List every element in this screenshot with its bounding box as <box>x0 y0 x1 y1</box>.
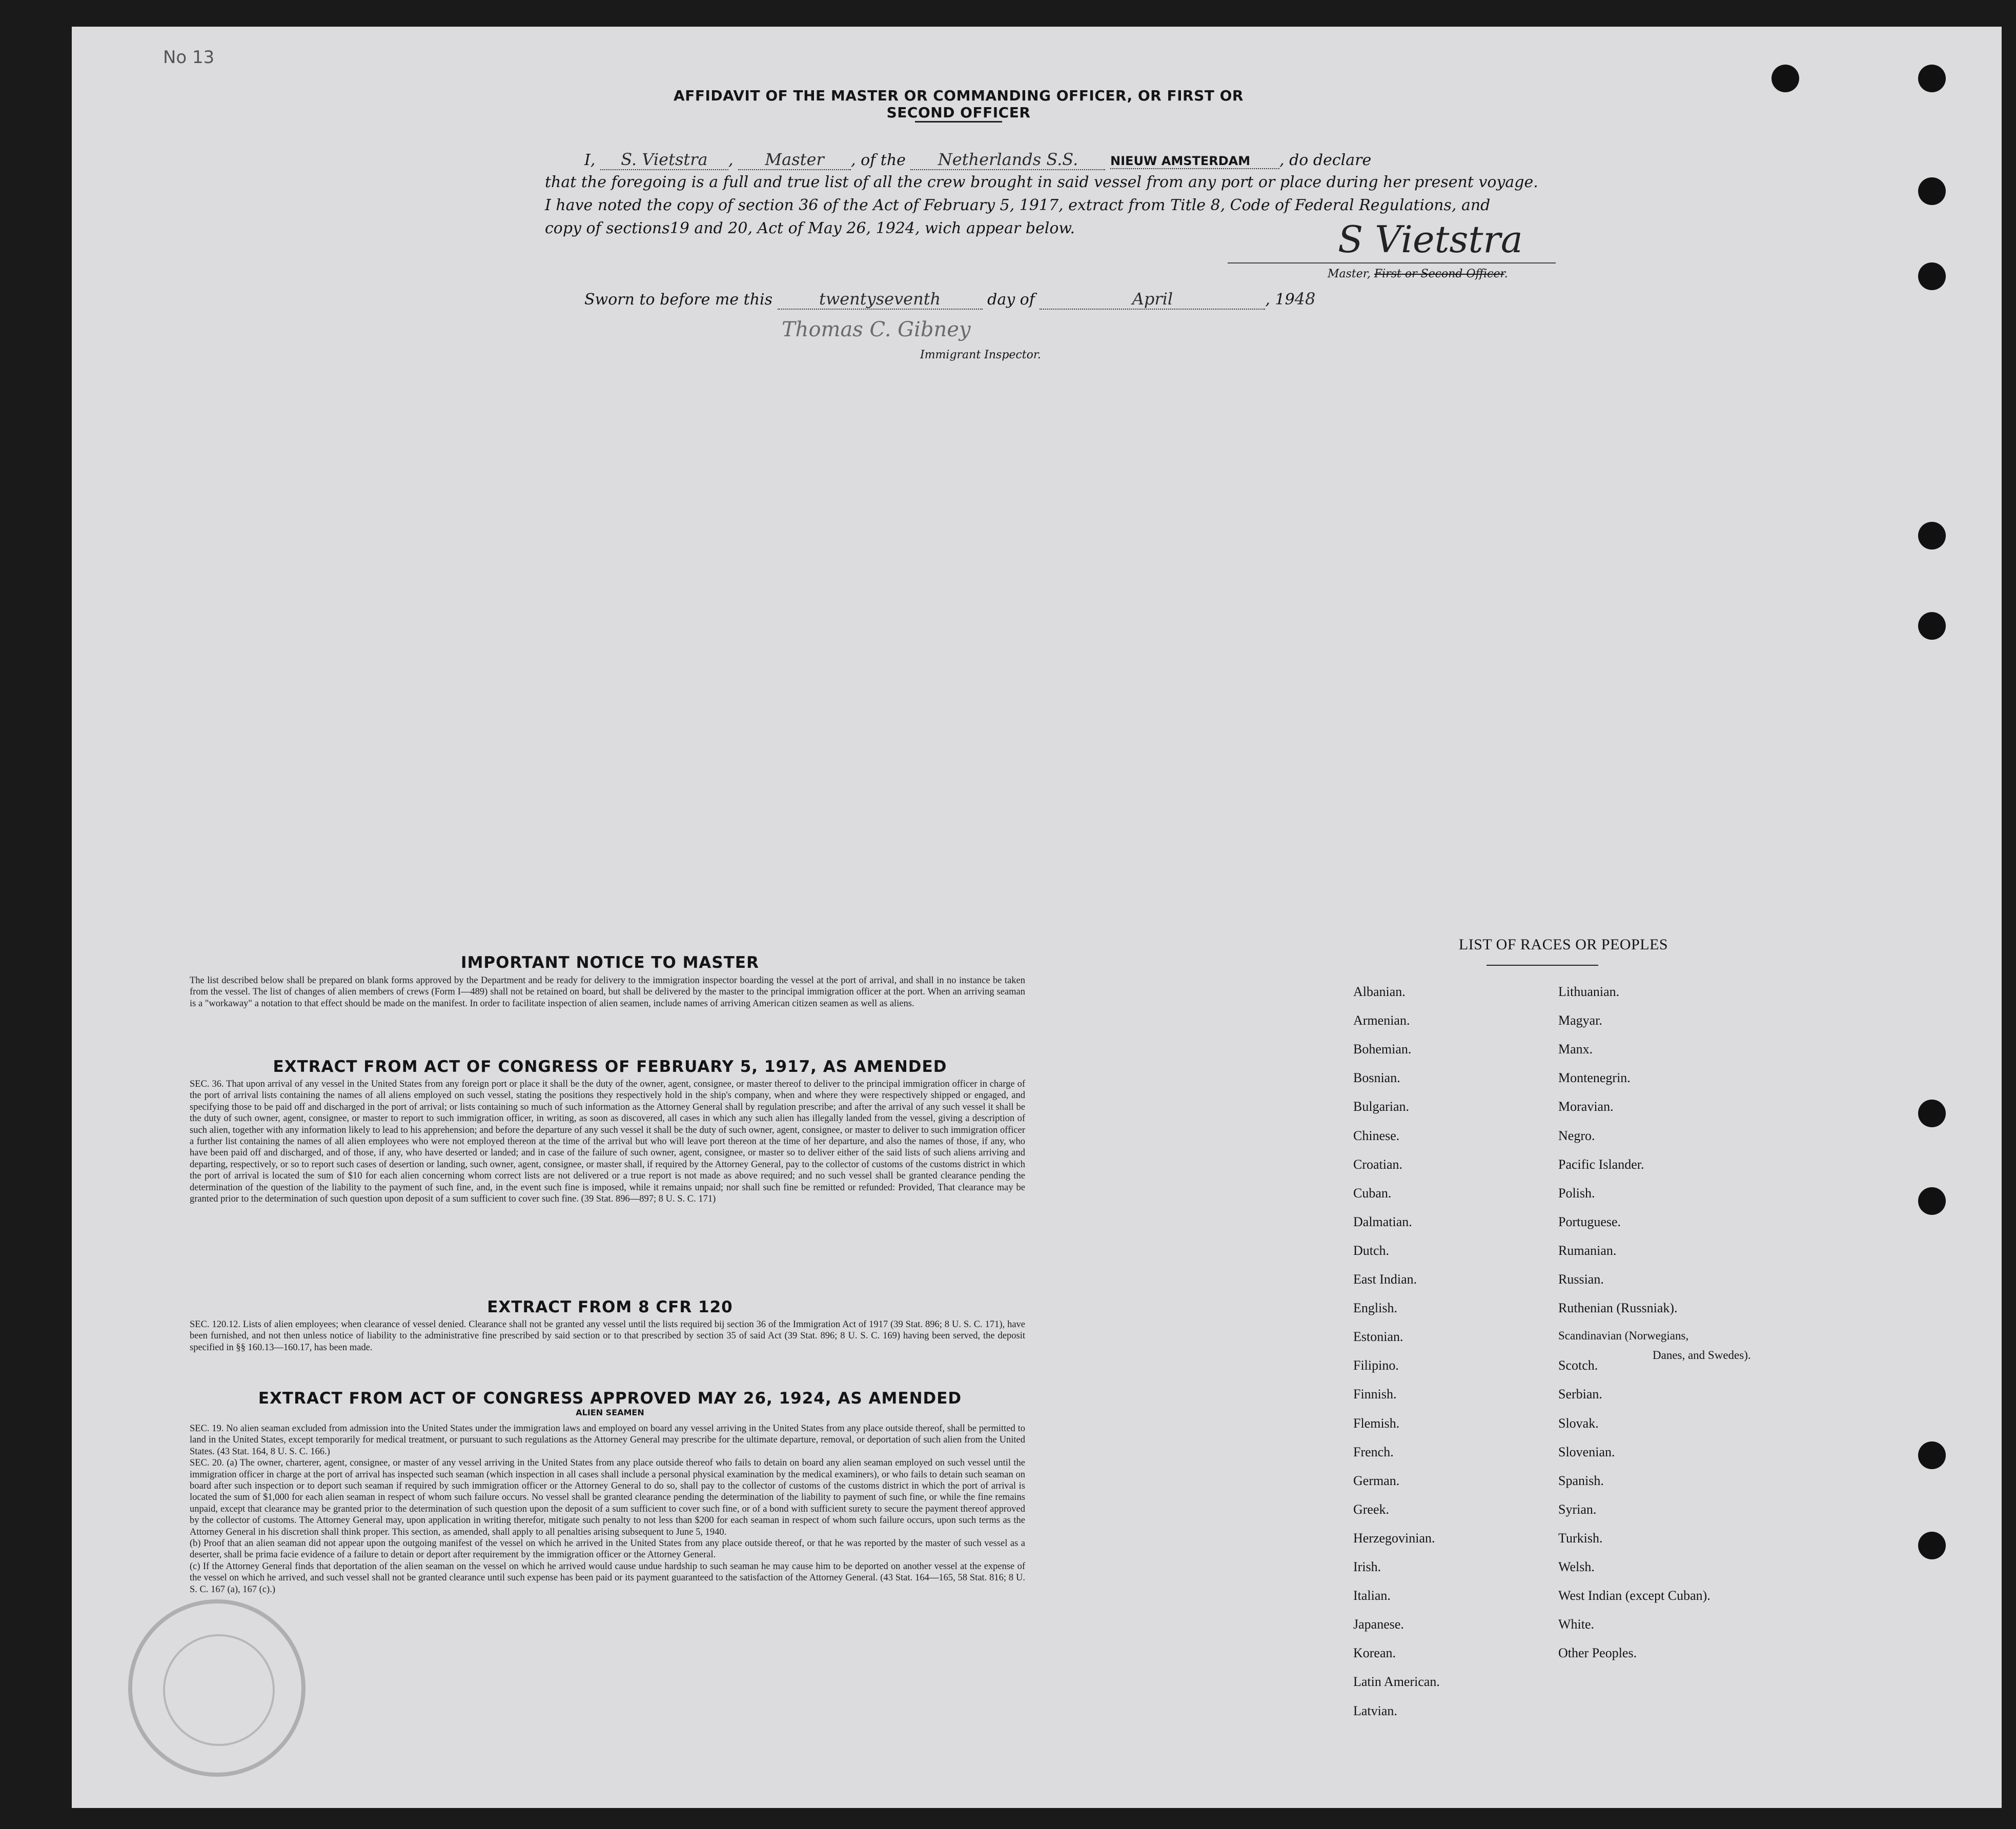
inspection-stamp <box>128 1599 306 1777</box>
declaration-suffix: , do declare <box>1279 151 1372 169</box>
race-item: Slovak. <box>1558 1415 1599 1431</box>
race-item: Italian. <box>1353 1588 1391 1603</box>
declaration-line-4: copy of sections19 and 20, Act of May 26, 1924, wich appear below. <box>545 219 1075 237</box>
race-item: Moravian. <box>1558 1099 1614 1114</box>
race-item: Finnish. <box>1353 1387 1397 1402</box>
notice-body: The list described below shall be prepared on blank forms approved by the Department and be ready for delivery to the immigration inspector boarding the vessel at the port of arrival, and shall in no instance be taken from the vessel. The list of changes of alien members of crews (Form I—489) shall not be retained on board, but shall be delivered by the master to the principal immigration officer at the port. When an arriving seaman is a "workaway" a notation to that effect should be made on the manifest. In order to facilitate inspection of alien seamen, include names of arriving American citizen seamen as well as aliens. <box>190 976 1025 1009</box>
race-item: Slovenian. <box>1558 1444 1615 1459</box>
race-item: Scandinavian (Norwegians, <box>1558 1329 1689 1343</box>
race-item: Filipino. <box>1353 1358 1399 1373</box>
year-prefix: , 19 <box>1265 291 1295 309</box>
race-item: Other Peoples. <box>1558 1645 1637 1661</box>
race-item: Flemish. <box>1353 1415 1400 1431</box>
extract-1917-body: SEC. 36. That upon arrival of any vessel in the United States from any foreign port or place it shall be the duty of the owner, agent, consignee, or master thereof to deliver to the principal immigration officer in charge of the port of arrival lists containing the names of all aliens employed on such vessel, stating the positions they respectively hold in the ship's company, when and where they were respectively shipped or engaged, and specifying those to be paid off and discharged in the port of arrival; or lists containing so much of such information as the Attorney General shall by regulation prescribe; and after the arrival of any such vessel it shall be the duty of such owner, agent, consignee, or master to report to such immigration officer, in writing, as soon as discovered, all cases in which any such alien has illegally landed from the vessel, giving a description of such alien, together with any information likely to lead to his apprehension; and before the departure of any such vessel it shall be the duty of such owner, agent, consignee, or master to deliver to such immigration officer a further list containing the names of all alien employees who were not employed thereon at the time of the arrival but who will leave port thereon at the time of her departure, and also the names of those, if any, who have been paid off and discharged, and of those, if any, who have deserted or landed; and in case of the failure of such owner, agent, consignee, or master so to deliver either of the said lists of such aliens arriving and departing, respectively, or so to report such cases of desertion or landing, such owner, agent, consignee, or master shall, if required by the Attorney General, pay to the collector of customs of the customs district in which the port of arrival is located the sum of $10 for each alien concerning whom correct lists are not delivered or a true report is not made as above required; and no such vessel shall be granted clearance pending the determination of the question of the liability to the payment of such fine, and, in the event such fine is imposed, while it remains unpaid; nor shall such fine be remitted or refunded: Provided, That clearance may be granted prior to the determination of such question upon deposit of a sum sufficient to cover such fine. (39 Stat. 896—897; 8 U. S. C. 171) <box>190 1079 1025 1205</box>
declaration-line-3: I have noted the copy of section 36 of the Act of February 5, 1917, extract from Title 8, Code of Federal Regulations, and <box>545 196 1491 214</box>
race-item: Latvian. <box>1353 1703 1397 1718</box>
declaration-prefix: I, <box>584 151 596 169</box>
races-title-rule <box>1486 965 1598 966</box>
race-item: Syrian. <box>1558 1501 1597 1517</box>
sworn-line <box>584 289 1315 310</box>
race-item: Irish. <box>1353 1559 1381 1574</box>
punch-hole <box>1918 1187 1946 1215</box>
signature-rule <box>1228 262 1556 263</box>
race-item: Lithuanian. <box>1558 984 1620 999</box>
race-item: Herzegovinian. <box>1353 1530 1435 1546</box>
extract-1917-title: EXTRACT FROM ACT OF CONGRESS OF FEBRUARY 5, 1917, AS AMENDED <box>273 1058 947 1076</box>
signature-caption: Master, First or Second Officer. <box>1328 268 1508 280</box>
race-item: Montenegrin. <box>1558 1070 1631 1086</box>
race-item: West Indian (except Cuban). <box>1558 1588 1710 1603</box>
race-item: Manx. <box>1558 1042 1593 1057</box>
race-item: Bulgarian. <box>1353 1099 1410 1114</box>
punch-hole <box>1918 1100 1946 1127</box>
race-item: English. <box>1353 1300 1397 1316</box>
sworn-prefix: Sworn to before me this <box>584 291 773 309</box>
punch-hole <box>1918 1532 1946 1559</box>
race-item: Scotch. <box>1558 1358 1598 1373</box>
day-of-label: day of <box>987 291 1035 309</box>
race-item: Japanese. <box>1353 1617 1404 1632</box>
race-item: Estonian. <box>1353 1329 1403 1345</box>
race-item: German. <box>1353 1473 1400 1488</box>
race-item: Rumanian. <box>1558 1243 1617 1258</box>
sep: , <box>728 151 734 169</box>
race-item: Serbian. <box>1558 1387 1602 1402</box>
race-item: Ruthenian (Russniak). <box>1558 1300 1678 1316</box>
sworn-day: twentyseventh <box>778 289 983 310</box>
punch-hole <box>1918 522 1946 550</box>
inspector-caption: Immigrant Inspector. <box>920 349 1041 361</box>
race-item: Turkish. <box>1558 1530 1603 1546</box>
race-item: Bohemian. <box>1353 1042 1412 1057</box>
punch-hole <box>1918 177 1946 205</box>
race-item: Danes, and Swedes). <box>1653 1349 1751 1362</box>
race-item: White. <box>1558 1617 1595 1632</box>
race-item: Latin American. <box>1353 1674 1440 1690</box>
race-item: Korean. <box>1353 1645 1396 1661</box>
race-item: Dutch. <box>1353 1243 1390 1258</box>
race-item: Negro. <box>1558 1128 1595 1143</box>
race-item: Russian. <box>1558 1272 1604 1287</box>
master-rank: Master <box>738 150 851 170</box>
race-item: Armenian. <box>1353 1013 1410 1028</box>
punch-hole <box>1771 65 1799 92</box>
extract-1924-body: SEC. 19. No alien seaman excluded from admission into the United States under the immigration laws and employed on board any vessel arriving in the United States from any place outside thereof, shall be permitted to land in the United States, except temporarily for medical treatment, or pursuant to such regulations as the Attorney General may prescribe for the ultimate departure, removal, or deportation of such alien from the United States. (43 Stat. 164, 8 U. S. C. 166.) SEC. 20. (a) The owner, charterer, agent, consignee, or master of any vessel arriving in the United States from any place outside thereof who fails to detain on board any alien seaman employed on such vessel until the immigration officer in charge at the port of arrival has inspected such seaman (which inspection in all cases shall include a personal physical examination by the medical examiners), or who fails to detain such seaman on board after such inspection or to deport such seaman if required by such immigration officer or the Attorney General to do so, shall pay to the collector of customs of the customs district in which the port of arrival is located the sum of $1,000 for each alien seaman in respect of whom such failure occurs. No vessel shall be granted clearance pending the determination of the liability to payment of such fine, or while the fine remains unpaid, except that clearance may be granted prior to the determination of such question upon the deposit of a sum sufficient to cover such fine, or of a bond with sufficient surety to secure the payment thereof approved by the collector of customs. The Attorney General may, upon application in writing therefor, mitigate such penalty to not less than $200 for each seaman in respect of whom such failure occurs, upon such terms as the Attorney General in his discretion shall think proper. This section, as amended, shall apply to all penalties arising subsequent to June 5, 1940. (b) Proof that an alien seaman did not appear upon the outgoing manifest of the vessel on which he arrived in the United States from any place outside thereof, or that he was reported by the master of such vessel as a deserter, shall be prima facie evidence of a failure to detain or deport after requirement by the immigration officer or the Attorney General. (c) If the Attorney General finds that deportation of the alien seaman on the vessel on which he arrived would cause undue hardship to such seaman he may cause him to be deported on another vessel at the expense of the vessel on which he arrived, and such vessel shall not be granted clearance until such expense has been paid or its payment guaranteed to the satisfaction of the Attorney General. (43 Stat. 164—165, 58 Stat. 816; 8 U. S. C. 167 (a), 167 (c).) <box>190 1424 1025 1595</box>
race-item: Polish. <box>1558 1185 1595 1201</box>
race-item: Spanish. <box>1558 1473 1604 1488</box>
race-item: Bosnian. <box>1353 1070 1400 1086</box>
race-item: Cuban. <box>1353 1185 1392 1201</box>
affidavit-title: AFFIDAVIT OF THE MASTER OR COMMANDING OFFICER, OR FIRST OR SECOND OFFICER <box>674 87 1244 121</box>
sworn-month: April <box>1040 289 1265 310</box>
races-title: LIST OF RACES OR PEOPLES <box>1458 936 1668 953</box>
punch-hole <box>1918 612 1946 640</box>
race-item: Pacific Islander. <box>1558 1156 1644 1172</box>
race-item: Magyar. <box>1558 1013 1602 1028</box>
extract-1924-title: EXTRACT FROM ACT OF CONGRESS APPROVED MAY 26, 1924, AS AMENDED <box>258 1389 962 1408</box>
title-rule <box>915 121 1002 123</box>
race-item: Dalmatian. <box>1353 1214 1412 1229</box>
race-item: Portuguese. <box>1558 1214 1621 1229</box>
race-item: French. <box>1353 1444 1394 1459</box>
master-name: S. Vietstra <box>600 150 728 170</box>
extract-cfr-title: EXTRACT FROM 8 CFR 120 <box>487 1298 733 1316</box>
declaration-line-2: that the foregoing is a full and true list of all the crew brought in said vessel from any port or place during her present voyage. <box>545 173 1538 191</box>
extract-cfr-body: SEC. 120.12. Lists of alien employees; when clearance of vessel denied. Clearance shall not be granted any vessel until the lists required bij section 36 of the Immigration Act of 1917 (39 Stat. 896; 8 U. S. C. 171), have been furnished, and not then unless notice of liability to the administrative fine prescribed by said section or to that prescribed by section 35 of said Act (39 Stat. 896; 8 U. S. C. 169) having been served, the deposit specified in §§ 160.13—160.17, has been made. <box>190 1319 1025 1353</box>
notice-title: IMPORTANT NOTICE TO MASTER <box>461 953 759 972</box>
inspector-signature: Thomas C. Gibney <box>782 318 971 341</box>
race-item: Albanian. <box>1353 984 1406 999</box>
race-item: Chinese. <box>1353 1128 1400 1143</box>
vessel-name: NIEUW AMSTERDAM <box>1110 154 1279 169</box>
corner-mark: No 13 <box>163 47 215 68</box>
master-signature: S Vietstra <box>1338 218 1523 261</box>
extract-1924-subtitle: ALIEN SEAMEN <box>576 1408 644 1417</box>
race-item: Greek. <box>1353 1501 1390 1517</box>
declaration-line-1 <box>584 150 1371 170</box>
race-item: East Indian. <box>1353 1272 1417 1287</box>
punch-hole <box>1918 1441 1946 1469</box>
race-item: Croatian. <box>1353 1156 1403 1172</box>
race-item: Welsh. <box>1558 1559 1595 1574</box>
sworn-year: 48 <box>1294 289 1316 309</box>
punch-hole <box>1918 262 1946 290</box>
punch-hole <box>1918 65 1946 92</box>
of-the-label: , of the <box>851 151 906 169</box>
shipping-line: Netherlands S.S. <box>910 150 1105 170</box>
